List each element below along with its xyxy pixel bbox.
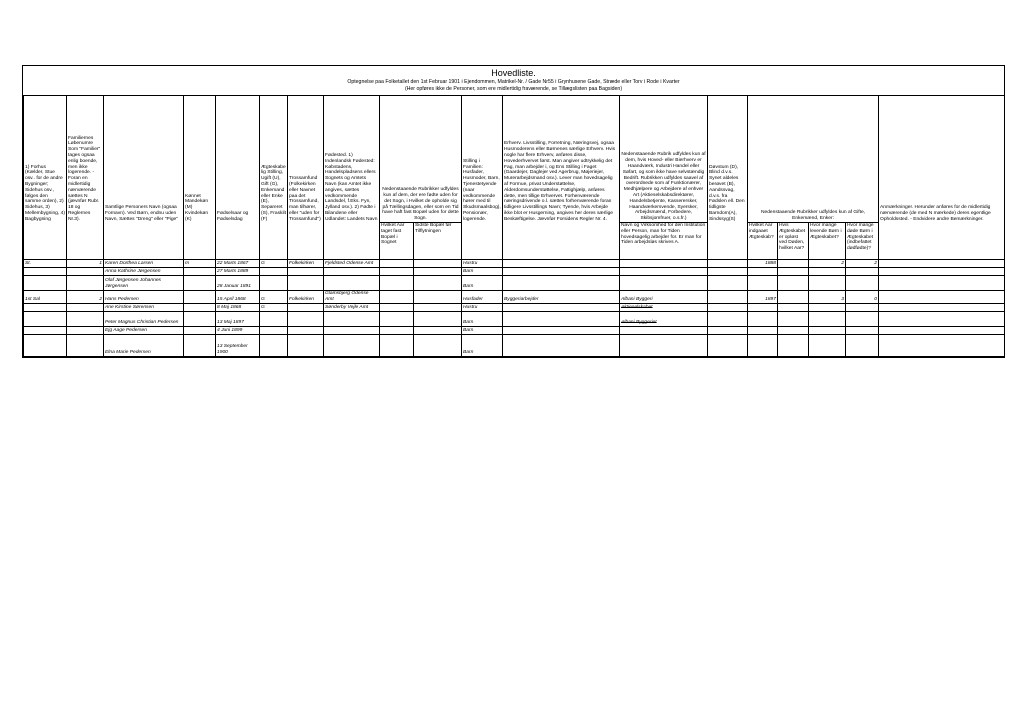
cell-place — [24, 276, 67, 291]
subheader-employer: Navn og Virksomhed for den Institution eller Person, man for Tiden hovedsagelig arbejder for. Er man for Tiden arbejdsløs skrives A. — [620, 223, 708, 260]
cell-occupation — [503, 303, 620, 311]
subheader-year-settled: Hvilket Aar taget fast Bopæl i Sognet — [380, 223, 414, 260]
cell-employer: Albani Byggeriet — [620, 311, 708, 326]
cell-employer — [620, 268, 708, 276]
cell-occupation — [503, 334, 620, 356]
table-row — [24, 303, 1005, 311]
cell-occupation — [503, 268, 620, 276]
cell-family-role: Barn — [462, 276, 503, 291]
cell-employer: Aktieselskabet — [620, 303, 708, 311]
table-row — [24, 326, 1005, 334]
cell-employer — [620, 276, 708, 291]
cell-civil-status: G — [260, 303, 288, 311]
cell-birthplace: Fjeldsted Odense Amt — [324, 260, 380, 268]
cell-name: Olaf Jørgensen Johannes Jørgensen — [104, 276, 184, 291]
cell-faith: Folkekirken — [288, 291, 324, 304]
header-occupation: Erhverv. Livsstilling, Forretning, Næringsvej, ogsaa Husmoderens eller Børnenes særlige Erhverv. Hvis nogle har flere Erhverv, anføres disse, Hovederhvervet først. Man angiver udtrykkelig det Fag, man arbejder i, og Ens Stilling i Faget (Gaardejer, Daglejer ved Agerbrug, Møjeriejer, Murerarbejdsmand osv.). Lever man hovedsagelig af Formue, privat Understøttelse, Alderdomsunderstøttelse, Fattighjælp, anføres dette, men tillige Erhvervet. Forhenværende næringsdrivende o.l. sættes forhenværende foran tidligere Livsstillings Navn; Tyende, hvis Arbejde ikke blot er Husgerning, angives her deres særlige Beskæftigelse. Jævnfør Forsidens Regler Nr. 4. — [503, 96, 620, 223]
cell-family-role: Husfader — [462, 291, 503, 304]
cell-living-children — [809, 268, 846, 276]
cell-living-children — [809, 303, 846, 311]
header-family-role: Stilling i Familien: Husfader, Husmoder, Barn, Tjenestetyende (naar vedkommende hører med til Skudsmaalsbog), Pensionær, logerende. — [462, 96, 503, 223]
cell-sex — [184, 268, 216, 276]
header-family-number: Familiernes Løbenumre Som "Familier" tages ogsaa enlig boende, men ikke logerende. - Foran en midlertidig nærværende sættes N (jævnfør Rubr. 18 og Reglernes Nr.3). — [67, 96, 104, 223]
cell-birth-date: 28 Januar 1891 — [216, 276, 260, 291]
cell-sex — [184, 326, 216, 334]
table-row — [24, 334, 1005, 356]
cell-family-role: Barn — [462, 268, 503, 276]
cell-birthplace — [324, 268, 380, 276]
cell-family-number — [67, 334, 104, 356]
cell-living-children — [809, 334, 846, 356]
cell-name: Elna Marie Pedersen — [104, 334, 184, 356]
cell-sex — [184, 334, 216, 356]
cell-family-number — [67, 311, 104, 326]
cell-marriage-year — [748, 311, 778, 326]
cell-employer — [620, 260, 708, 268]
cell-living-children — [809, 311, 846, 326]
cell-civil-status — [260, 326, 288, 334]
cell-sex — [184, 303, 216, 311]
cell-marriage-year — [748, 303, 778, 311]
cell-faith — [288, 276, 324, 291]
cell-marriage-year — [748, 326, 778, 334]
cell-sex — [184, 291, 216, 304]
table-row — [24, 260, 1005, 268]
cell-faith — [288, 334, 324, 356]
cell-dead-children — [846, 268, 879, 276]
cell-sex — [184, 311, 216, 326]
cell-sex — [184, 276, 216, 291]
cell-birthplace — [324, 334, 380, 356]
cell-place — [24, 268, 67, 276]
cell-dead-children — [846, 311, 879, 326]
table-row — [24, 291, 1005, 304]
cell-occupation — [503, 276, 620, 291]
cell-living-children — [809, 326, 846, 334]
header-disability: Døvstum (D), Blind d.v.s. Synet aldeles berøvet (B), Aandssvag, d.v.s. fra Fødslen ell. Den tidligste Barndom(A), Sindssyg(S) — [708, 96, 748, 223]
cell-name: Ane Kirstine Sørensen — [104, 303, 184, 311]
cell-employer — [620, 334, 708, 356]
census-table — [23, 95, 1005, 357]
cell-dead-children: 0 — [846, 291, 879, 304]
header-name: Samtlige Personers Navn (ogsaa Fornavn). Ved Børn, endnu uden Navn, Sættes "Dreng" eller "Pige" — [104, 96, 184, 223]
subheader-dissolved-year: Hvis Ægteskabet er opløst ved Døden, hvilket Aar? — [778, 223, 809, 260]
cell-employer — [620, 326, 708, 334]
subheader-marriage-year: Hvilket Aar indgaaet Ægteskab? — [748, 223, 778, 260]
cell-marriage-year — [748, 334, 778, 356]
cell-faith — [288, 326, 324, 334]
header-civil-status: Ægteskabelig Stilling, Ugift (U), Gift (G), Enkemand eller Enke (E), Separeret (S), Fraskilt (F) — [260, 96, 288, 223]
header-sex: Kønnet Mandekøn (M) Kvindekøn (K) — [184, 96, 216, 223]
subtitle-line-2: (Her opføres ikke de Personer, som ere midlertidig fraværende, se Tillægslisten paa Bagsiden) — [404, 86, 623, 92]
cell-name: Karen Dorthea Larsen — [104, 260, 184, 268]
cell-occupation — [503, 260, 620, 268]
cell-faith — [288, 311, 324, 326]
cell-birth-date: 27 Marts 1889 — [216, 268, 260, 276]
cell-faith: Folkekirken — [288, 260, 324, 268]
cell-family-number — [67, 268, 104, 276]
subheader-last-residence: Sidste Bopæl før Tilflytningen — [414, 223, 462, 260]
cell-marriage-year: 1888 — [748, 260, 778, 268]
cell-family-role: Hustru — [462, 260, 503, 268]
cell-birth-date: 15 April 1868 — [216, 291, 260, 304]
page-title: Hovedliste. — [491, 68, 536, 78]
cell-birth-date: 4 Juni 1899 — [216, 326, 260, 334]
cell-birthplace — [324, 311, 380, 326]
cell-name: Anna Kathrine Jørgensen — [104, 268, 184, 276]
header-faith: Trossamfund (Folkekirken eller Navnet paa det Trossamfund, man tilhører, eller "uden for Trossamfund") — [288, 96, 324, 223]
cell-birth-date: 13 September 1900 — [216, 334, 260, 356]
cell-marriage-year — [748, 276, 778, 291]
census-sheet — [22, 65, 1005, 358]
cell-place: St. — [24, 260, 67, 268]
cell-family-number — [67, 326, 104, 334]
cell-civil-status — [260, 276, 288, 291]
cell-marriage-year: 1897 — [748, 291, 778, 304]
cell-occupation — [503, 311, 620, 326]
table-row — [24, 276, 1005, 291]
cell-dead-children — [846, 326, 879, 334]
cell-family-role: Barn — [462, 334, 503, 356]
cell-name: Peter Magnus Christian Pedersen — [104, 311, 184, 326]
cell-family-number: 2 — [67, 291, 104, 304]
cell-name: Hans Pedersen — [104, 291, 184, 304]
cell-family-role: Barn — [462, 311, 503, 326]
cell-civil-status — [260, 268, 288, 276]
header-birthplace: Fødested. 1) Indenlandsk Fødested: Købstadens, Handelspladsens ellers Sognets og Amtets Navn (kan Amtet ikke angives, sættes vedkommende Landsdel, f.Eks. Fyn, Jylland osv.). 2) Fødte i Bilandene eller Udlandet: Landets Navn — [324, 96, 380, 223]
cell-birthplace: Sønderby Vejle Amt — [324, 303, 380, 311]
cell-family-role: Barn — [462, 326, 503, 334]
header-building: 1) Forhus (Kælder, Stue osv.. for de andre Bygninger; Sidehus osv., følges den samme orden), 2) Sidehus, 3) Mellembygning, 4) Bagbygning — [24, 96, 67, 223]
cell-marriage-year — [748, 268, 778, 276]
cell-faith — [288, 268, 324, 276]
cell-living-children — [809, 276, 846, 291]
cell-family-number: 1 — [67, 260, 104, 268]
header-residence: Nedenstaaende Rubrikker udfyldes kun af dem, der ere fødte uden for det Sogn, i Hvilket de opholde sig på Tællingsdagen, eller som en Tid have haft fast Bopæl uden for dette Sogn. — [380, 96, 462, 223]
cell-employer: Albani Byggeri — [620, 291, 708, 304]
cell-occupation: Byggeriarbejder — [503, 291, 620, 304]
cell-family-number — [67, 303, 104, 311]
cell-dead-children: 2 — [846, 260, 879, 268]
cell-place — [24, 334, 67, 356]
cell-occupation — [503, 326, 620, 334]
header-birth-date: Fødselsaar og Fødselsdag — [216, 96, 260, 223]
cell-civil-status — [260, 311, 288, 326]
subheader-dead-children: Hvor mange døde Børn i Ægteskabet (indbefattet dødfødte)? — [846, 223, 879, 260]
cell-family-number — [67, 276, 104, 291]
header-employer: Nedenstaaende Rubrik udfyldes kun af dem, hvis Hoved- eller Bierhverv er Haandværk, Industri Handel eller Søfart, og som ikke have selvstændig Bedrift. Rubrikken udfyldes saavel af overordnede som af Funktionærer, Medhjælpere og Arbejdere af enhver Art (Aktieselskabsdirektører, Handelsbetjente, Kasserersker, Haandværkersvende, Syersker, Arbejdsmænd, Forbedere, Skibsjomfruer, o.s.fr.) — [620, 96, 708, 223]
cell-living-children: 2 — [809, 260, 846, 268]
subheader-row — [24, 223, 1005, 260]
subtitle-line-1: Optegnelse paa Folketallet den 1st Februar 1901 i Ejendommen, Matrikel-Nr. / Gade Nr55 i Grynhusene Gade, Stræde eller Torv i Rode i Kvarter — [347, 79, 680, 85]
cell-birthplace — [324, 276, 380, 291]
header-remarks: Anmærkninger. Herunder anføres for de midlertidig nærværende (de med N mærkede) deres egentlige Opholdssted. - Endvidere andre Bemærkninger. — [879, 96, 1005, 223]
cell-birth-date: 13 Maj 1897 — [216, 311, 260, 326]
cell-living-children: 3 — [809, 291, 846, 304]
cell-birthplace — [324, 326, 380, 334]
cell-faith — [288, 303, 324, 311]
cell-civil-status: G — [260, 291, 288, 304]
cell-civil-status: G — [260, 260, 288, 268]
cell-civil-status — [260, 334, 288, 356]
cell-dead-children — [846, 276, 879, 291]
cell-sex: m — [184, 260, 216, 268]
cell-dead-children — [846, 334, 879, 356]
cell-name: Ejg Aage Pedersen — [104, 326, 184, 334]
cell-place: 1st Sal — [24, 291, 67, 304]
cell-dead-children — [846, 303, 879, 311]
table-row — [24, 268, 1005, 276]
cell-birth-date: 22 Marts 1867 — [216, 260, 260, 268]
cell-birthplace: Glamsbjerg Odense Amt — [324, 291, 380, 304]
cell-place — [24, 326, 67, 334]
cell-place — [24, 311, 67, 326]
cell-birth-date: 8 Maj 1868 — [216, 303, 260, 311]
cell-family-role: Hustru — [462, 303, 503, 311]
subheader-living-children: Hvor mange levende Børn i Ægteskabet? — [809, 223, 846, 260]
cell-place — [24, 303, 67, 311]
header-row — [24, 96, 1005, 223]
table-row — [24, 311, 1005, 326]
header-marriage: Nedenstaaende Rubrikker udfyldes kun af Gifte, Enkemænd, Enker: — [748, 96, 879, 223]
